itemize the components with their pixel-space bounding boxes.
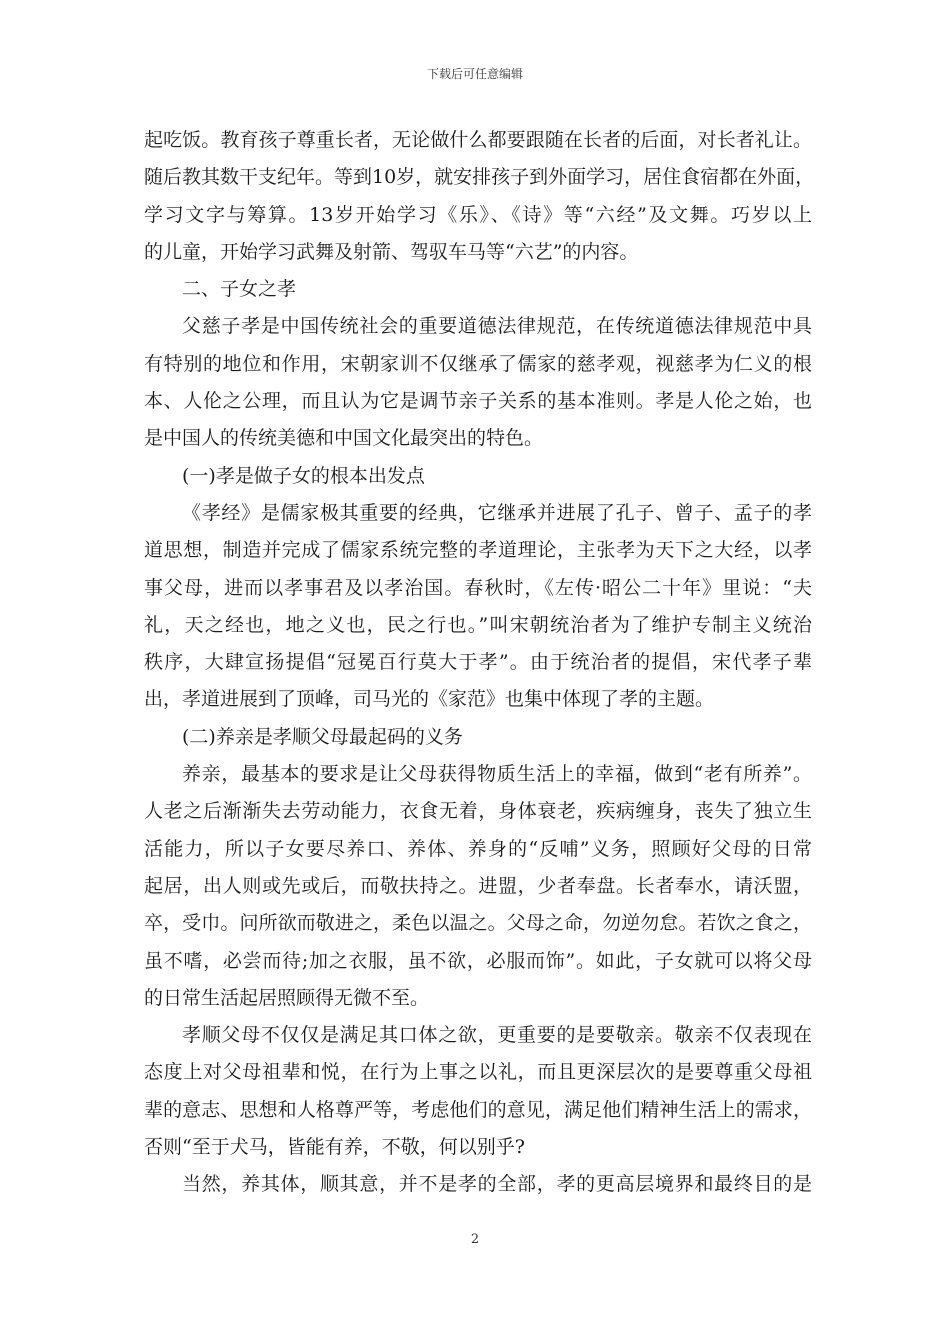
page-number: 2	[470, 1232, 480, 1247]
section-heading-line: (一)孝是做子女的根本出发点	[182, 464, 425, 487]
text-line: 态度上对父母祖辈和悦，在行为上事之以礼，而且更深层次的是要尊重父母祖	[144, 1061, 812, 1084]
text-line: 起居，出人则或先或后，而敬扶持之。进盟，少者奉盘。长者奉水，请沃盟，	[144, 874, 812, 897]
text-line: 否则“至于犬马，皆能有养，不敬，何以别乎?	[144, 1136, 525, 1159]
text-line: 的儿童，开始学习武舞及射箭、驾驭车马等“六艺”的内容。	[144, 240, 639, 263]
text-line: 孝顺父母不仅仅是满足其口体之欲，更重要的是要敬亲。敬亲不仅表现在	[182, 1024, 812, 1047]
page-header: 下载后可任意编辑	[426, 67, 523, 81]
text-line: 出，孝道进展到了顶峰，司马光的《家范》也集中体现了孝的主题。	[144, 688, 715, 711]
text-line: 养亲，最基本的要求是让父母获得物质生活上的幸福，做到“老有所养”。	[182, 763, 812, 786]
text-line: 道思想，制造并完成了儒家系统完整的孝道理论，主张孝为天下之大经，以孝	[144, 539, 812, 562]
text-line: 活能力，所以子女要尽养口、养体、养身的“反哺”义务，照顾好父母的日常	[144, 837, 812, 860]
text-line: 的日常生活起居照顾得无微不至。	[144, 986, 430, 1009]
text-line: 秩序，大肆宣扬提倡“冠冕百行莫大于孝”。由于统治者的提倡，宋代孝子辈	[144, 651, 812, 674]
text-line: 本、人伦之公理，而且认为它是调节亲子关系的基本准则。孝是人伦之始，也	[144, 390, 812, 413]
section-heading-line: (二)养亲是孝顺父母最起码的义务	[182, 725, 463, 748]
text-line: 礼，天之经也，地之义也，民之行也。”叫宋朝统治者为了维护专制主义统治	[144, 613, 812, 636]
text-line: 虽不嗜，必尝而待;加之衣服，虽不欲，必服而饰”。如此，子女就可以将父母	[144, 949, 812, 972]
text-line: 学习文字与筹算。13岁开始学习《乐》、《诗》等“六经”及文舞。巧岁以上	[144, 203, 812, 226]
text-line: 父慈子孝是中国传统社会的重要道德法律规范，在传统道德法律规范中具	[182, 315, 812, 338]
text-line: 卒，受巾。问所欲而敬进之，柔色以温之。父母之命，勿逆勿怠。若饮之食之，	[144, 912, 812, 935]
text-line: 有特别的地位和作用，宋朝家训不仅继承了儒家的慈孝观，视慈孝为仁义的根	[144, 352, 812, 375]
text-line: 随后教其数干支纪年。等到10岁，就安排孩子到外面学习，居住食宿都在外面，	[144, 166, 815, 189]
section-heading-line: 二、子女之孝	[182, 278, 297, 301]
text-line: 人老之后渐渐失去劳动能力，衣食无着，身体衰老，疾病缠身，丧失了独立生	[144, 800, 812, 823]
text-line: 《孝经》是儒家极其重要的经典，它继承并进展了孔子、曾子、孟子的孝	[182, 501, 812, 524]
document-body	[144, 122, 815, 1204]
text-line: 事父母，进而以孝事君及以孝治国。春秋时，《左传·昭公二十年》里说：“夫	[144, 576, 812, 599]
text-line: 辈的意志、思想和人格尊严等，考虑他们的意见，满足他们精神生活上的需求，	[144, 1098, 812, 1121]
text-line: 是中国人的传统美德和中国文化最突出的特色。	[144, 427, 544, 450]
text-line: 起吃饭。教育孩子尊重长者，无论做什么都要跟随在长者的后面，对长者礼让。	[144, 129, 812, 151]
text-line: 当然，养其体，顺其意，并不是孝的全部，孝的更高层境界和最终目的是	[182, 1173, 812, 1196]
